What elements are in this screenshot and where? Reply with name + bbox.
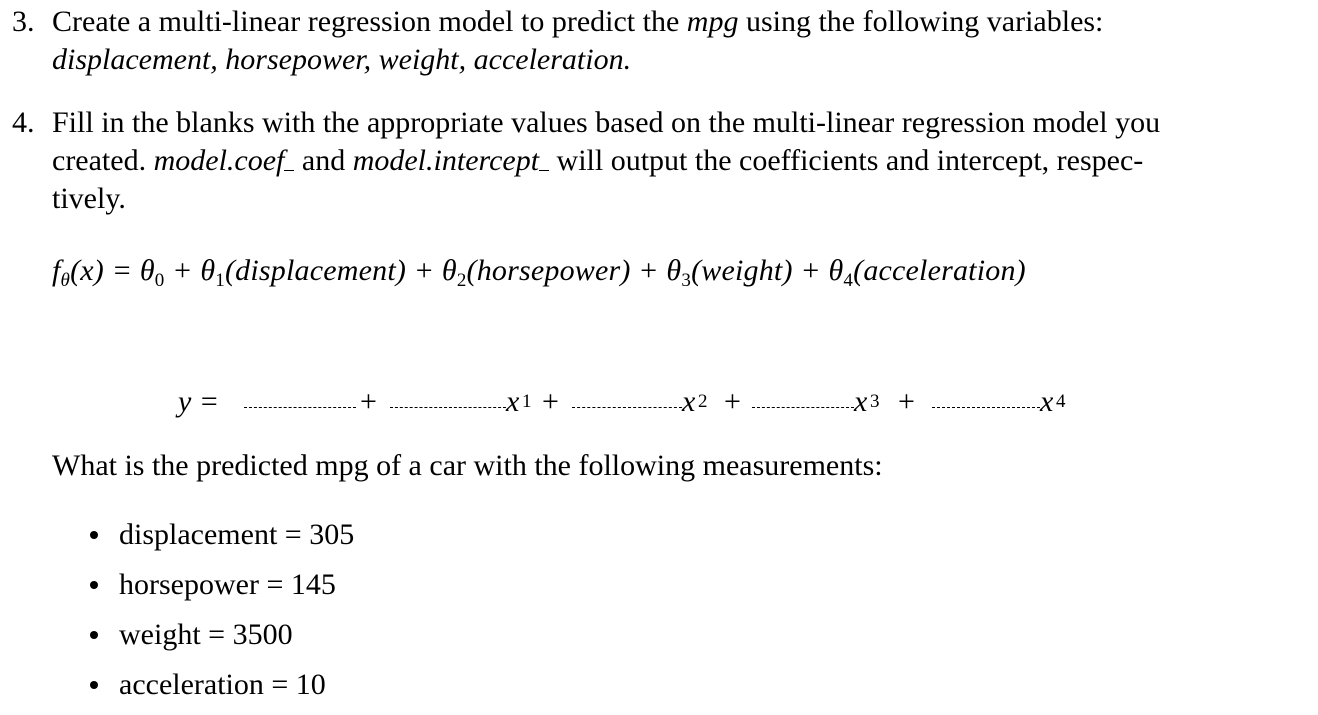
question-3 xyxy=(12,3,1302,79)
measurement-acceleration: acceleration = 10 xyxy=(119,668,326,701)
blank-coef-2[interactable] xyxy=(572,407,682,408)
list-item xyxy=(90,565,354,615)
underscore-mark xyxy=(539,170,549,171)
blank-x2: x xyxy=(682,385,696,418)
bullet-icon xyxy=(90,681,98,689)
q3-target: mpg xyxy=(686,5,739,38)
prediction-question: What is the predicted mpg of a car with the following measurements: xyxy=(52,449,883,482)
list-item xyxy=(90,515,354,565)
formula-theta-sub: θ xyxy=(60,270,71,291)
q4-line3: tively. xyxy=(52,182,126,215)
formula-plus-theta-4: + θ xyxy=(792,254,844,287)
list-item xyxy=(90,665,354,715)
blank-x2-sub: 2 xyxy=(698,391,708,412)
blank-x3-sub: 3 xyxy=(870,391,880,412)
q4-line1: Fill in the blanks with the appropriate values based on the multi-linear regression model you xyxy=(52,106,1161,139)
formula-plus-theta-2: + θ xyxy=(406,254,457,287)
blank-x3: x xyxy=(854,385,868,418)
formula-x: (x) xyxy=(70,254,104,287)
bullet-icon xyxy=(90,581,98,589)
blank-x1: x xyxy=(506,385,520,418)
list-item xyxy=(90,615,354,665)
q4-coef: model.coef xyxy=(153,144,285,177)
measurement-weight: weight = 3500 xyxy=(119,618,293,651)
blank-intercept[interactable] xyxy=(244,407,356,408)
q3-variables: displacement, horsepower, weight, acceleration. xyxy=(52,43,632,76)
formula-sub-1: 1 xyxy=(215,270,225,291)
blank-x1-sub: 1 xyxy=(522,391,532,412)
formula-var-displacement: (displacement) xyxy=(224,254,407,287)
blank-x4: x xyxy=(1040,385,1054,418)
formula-var-acceleration: (acceleration) xyxy=(853,254,1026,287)
item-number-3: 3. xyxy=(12,5,35,38)
item-number-4: 4. xyxy=(12,106,35,139)
blank-plus-4: + xyxy=(898,385,915,418)
blank-y-equals: y = xyxy=(178,385,220,418)
blank-plus-3: + xyxy=(724,385,741,418)
formula-var-horsepower: (horsepower) xyxy=(466,254,631,287)
formula-f: f xyxy=(52,254,61,287)
regression-formula xyxy=(52,254,1026,292)
q3-text-after: using the following variables: xyxy=(738,5,1104,38)
underscore-mark xyxy=(284,170,294,171)
formula-sub-4: 4 xyxy=(843,270,854,291)
blank-coef-1[interactable] xyxy=(390,407,506,408)
q4-line2-c: will output the coefficients and intercept, respec- xyxy=(549,144,1144,177)
question-4 xyxy=(12,104,1302,218)
formula-sub-2: 2 xyxy=(456,270,467,291)
formula-plus-theta-1: + θ xyxy=(164,254,216,287)
measurement-displacement: displacement = 305 xyxy=(119,518,355,551)
measurements-list xyxy=(90,515,354,715)
q3-text-before: Create a multi-linear regression model to predict the xyxy=(52,5,687,38)
formula-sub-3: 3 xyxy=(681,270,692,291)
blank-coef-3[interactable] xyxy=(752,407,854,408)
formula-var-weight: (weight) xyxy=(691,254,793,287)
question-3-text xyxy=(52,3,1302,79)
blank-coef-4[interactable] xyxy=(932,407,1040,408)
question-4-text xyxy=(52,104,1302,218)
formula-eq-theta: = θ xyxy=(104,254,155,287)
blank-plus-2: + xyxy=(542,385,559,418)
q4-intercept: model.intercept xyxy=(352,144,540,177)
q4-line2-a: created. xyxy=(52,144,154,177)
formula-sub-0: 0 xyxy=(154,270,165,291)
measurement-horsepower: horsepower = 145 xyxy=(119,568,336,601)
bullet-icon xyxy=(90,631,98,639)
blank-plus-1: + xyxy=(360,385,377,418)
q4-line2-b: and xyxy=(294,144,353,177)
bullet-icon xyxy=(90,531,98,539)
formula-plus-theta-3: + θ xyxy=(630,254,682,287)
blank-x4-sub: 4 xyxy=(1056,391,1066,412)
